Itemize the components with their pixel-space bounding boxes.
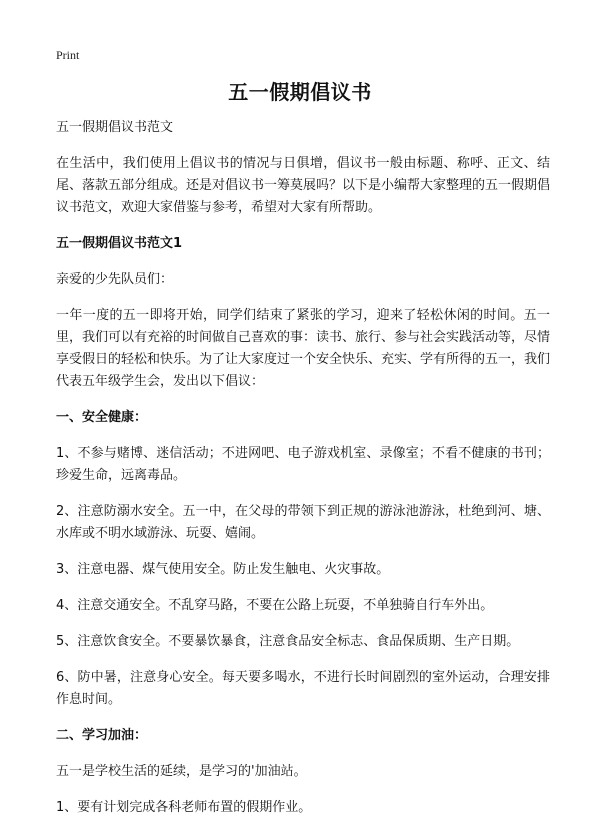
list-item: 2、注意防溺水安全。五一中，在父母的带领下到正规的游泳池游泳，杜绝到河、塘、水库或不明水域游泳、玩耍、嬉闹。 (56, 504, 550, 541)
print-label[interactable]: Print (56, 48, 80, 62)
intro-paragraph: 在生活中，我们使用上倡议书的情况与日俱增，倡议书一般由标题、称呼、正文、结尾、落款五部分组成。还是对倡议书一筹莫展吗？以下是小编帮大家整理的五一假期倡议书范文，欢迎大家借鉴与参考，希望对大家有所帮助。 (56, 156, 551, 215)
opening-paragraph: 一年一度的五一即将开始，同学们结束了紧张的学习，迎来了轻松休闲的时间。五一里，我们可以有充裕的时间做自己喜欢的事：读书、旅行、参与社会实践活动等，尽情享受假日的轻松和快乐。为了让大家度过一个安全快乐、充实、学有所得的五一，我们代表五年级学生会，发出以下倡议： (56, 308, 551, 389)
section-heading: 五一假期倡议书范文1 (56, 236, 183, 251)
salutation: 亲爱的少先队员们： (56, 272, 174, 287)
part2-heading: 二、学习加油： (56, 728, 148, 743)
list-item: 1、不参与赌博、迷信活动；不进网吧、电子游戏机室、录像室；不看不健康的书刊；珍爱生命，远离毒品。 (56, 446, 550, 483)
list-item: 4、注意交通安全。不乱穿马路，不要在公路上玩耍，不单独骑自行车外出。 (56, 598, 494, 613)
part1-heading: 一、安全健康： (56, 410, 148, 425)
list-item: 3、注意电器、煤气使用安全。防止发生触电、火灾事故。 (56, 562, 390, 577)
list-item: 1、要有计划完成各科老师布置的假期作业。 (56, 800, 312, 815)
list-item: 6、防中暑，注意身心安全。每天要多喝水，不进行长时间剧烈的室外运动，合理安排作息时间。 (56, 670, 550, 707)
document-subtitle: 五一假期倡议书范文 (56, 120, 174, 135)
part2-intro: 五一是学校生活的延续，是学习的'加油站。 (56, 764, 307, 779)
document-body (56, 117, 550, 833)
list-item: 5、注意饮食安全。不要暴饮暴食，注意食品安全标志、食品保质期、生产日期。 (56, 634, 520, 649)
document-title: 五一假期倡议书 (228, 80, 372, 104)
